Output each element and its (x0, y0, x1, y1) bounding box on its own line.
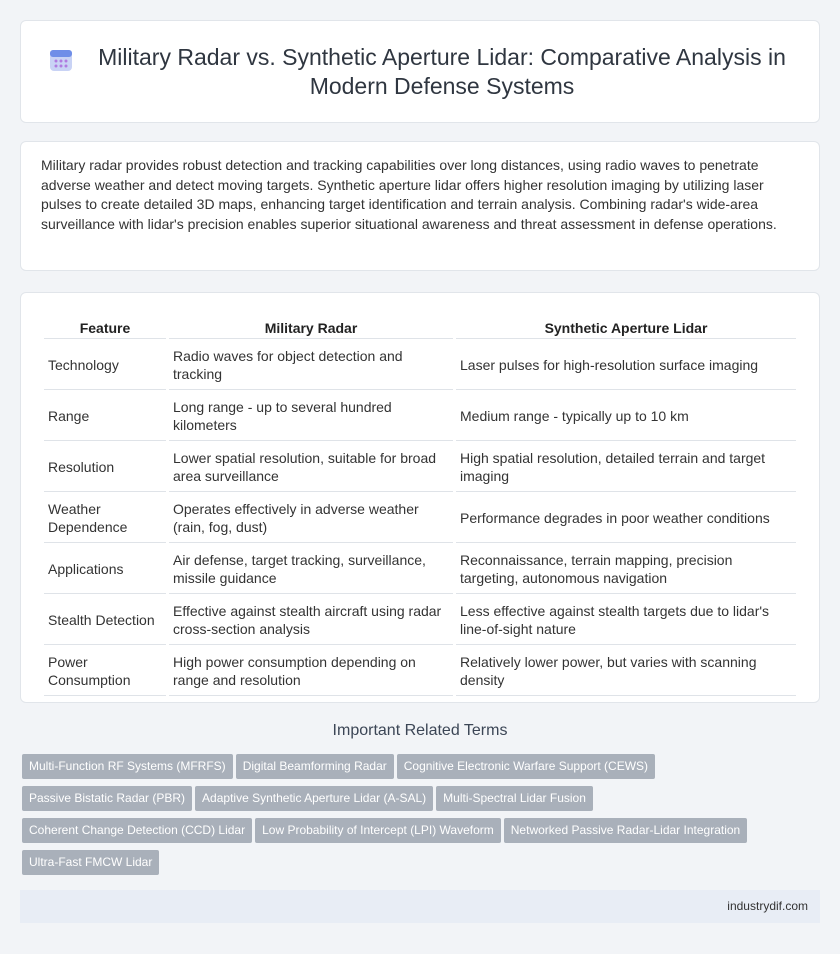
lidar-cell: Reconnaissance, terrain mapping, precision targeting, autonomous navigation (456, 545, 796, 594)
table-header-row (44, 315, 796, 339)
feature-cell: Range (44, 392, 166, 441)
page-title: Military Radar vs. Synthetic Aperture Lidar: Comparative Analysis in Modern Defense Systems (98, 43, 786, 99)
table-row (44, 647, 796, 696)
lidar-cell: Relatively lower power, but varies with scanning density (456, 647, 796, 696)
lidar-cell: Less effective against stealth targets due to lidar's line-of-sight nature (456, 596, 796, 645)
comparison-card (20, 292, 820, 703)
related-terms-list (22, 754, 822, 882)
term-tag[interactable]: Multi-Function RF Systems (MFRFS) (22, 754, 233, 779)
term-tag[interactable]: Low Probability of Intercept (LPI) Waveform (255, 818, 501, 843)
feature-cell: Power Consumption (44, 647, 166, 696)
radar-cell: Radio waves for object detection and tracking (169, 341, 453, 390)
term-tag[interactable]: Passive Bistatic Radar (PBR) (22, 786, 192, 811)
term-tag[interactable]: Coherent Change Detection (CCD) Lidar (22, 818, 252, 843)
lidar-cell: Laser pulses for high-resolution surface imaging (456, 341, 796, 390)
feature-cell: Technology (44, 341, 166, 390)
feature-cell: Resolution (44, 443, 166, 492)
feature-cell: Stealth Detection (44, 596, 166, 645)
footer-site-link[interactable]: industrydif.com (727, 899, 808, 913)
related-terms-title: Important Related Terms (332, 722, 508, 739)
header-feature: Feature (44, 315, 166, 339)
radar-cell: Long range - up to several hundred kilometers (169, 392, 453, 441)
table-row (44, 494, 796, 543)
calendar-icon (48, 47, 74, 73)
radar-cell: Air defense, target tracking, surveillance, missile guidance (169, 545, 453, 594)
header-card (20, 20, 820, 123)
header-synthetic-aperture-lidar: Synthetic Aperture Lidar (456, 315, 796, 339)
comparison-table (41, 313, 799, 698)
lidar-cell: High spatial resolution, detailed terrain and target imaging (456, 443, 796, 492)
radar-cell: Effective against stealth aircraft using radar cross-section analysis (169, 596, 453, 645)
footer (20, 890, 820, 923)
term-tag[interactable]: Ultra-Fast FMCW Lidar (22, 850, 159, 875)
intro-card (20, 141, 820, 271)
term-tag[interactable]: Networked Passive Radar-Lidar Integration (504, 818, 747, 843)
lidar-cell: Performance degrades in poor weather conditions (456, 494, 796, 543)
radar-cell: Lower spatial resolution, suitable for broad area surveillance (169, 443, 453, 492)
radar-cell: Operates effectively in adverse weather (rain, fog, dust) (169, 494, 453, 543)
intro-text: Military radar provides robust detection and tracking capabilities over long distances, using radio waves to penetrate adverse weather and detect moving targets. Synthetic aperture lidar offers higher resolution imaging by utilizing laser pulses to create detailed 3D maps, enhancing target identification and terrain analysis. Combining radar's wide-area surveillance with lidar's precision enables superior situational awareness and threat assessment in defense operations. (41, 157, 777, 232)
table-row (44, 392, 796, 441)
lidar-cell: Medium range - typically up to 10 km (456, 392, 796, 441)
term-tag[interactable]: Multi-Spectral Lidar Fusion (436, 786, 593, 811)
table-row (44, 443, 796, 492)
term-tag[interactable]: Cognitive Electronic Warfare Support (CEWS) (397, 754, 655, 779)
header-military-radar: Military Radar (169, 315, 453, 339)
table-row (44, 596, 796, 645)
table-row (44, 341, 796, 390)
table-row (44, 545, 796, 594)
term-tag[interactable]: Digital Beamforming Radar (236, 754, 394, 779)
radar-cell: High power consumption depending on range and resolution (169, 647, 453, 696)
feature-cell: Weather Dependence (44, 494, 166, 543)
term-tag[interactable]: Adaptive Synthetic Aperture Lidar (A-SAL) (195, 786, 433, 811)
feature-cell: Applications (44, 545, 166, 594)
